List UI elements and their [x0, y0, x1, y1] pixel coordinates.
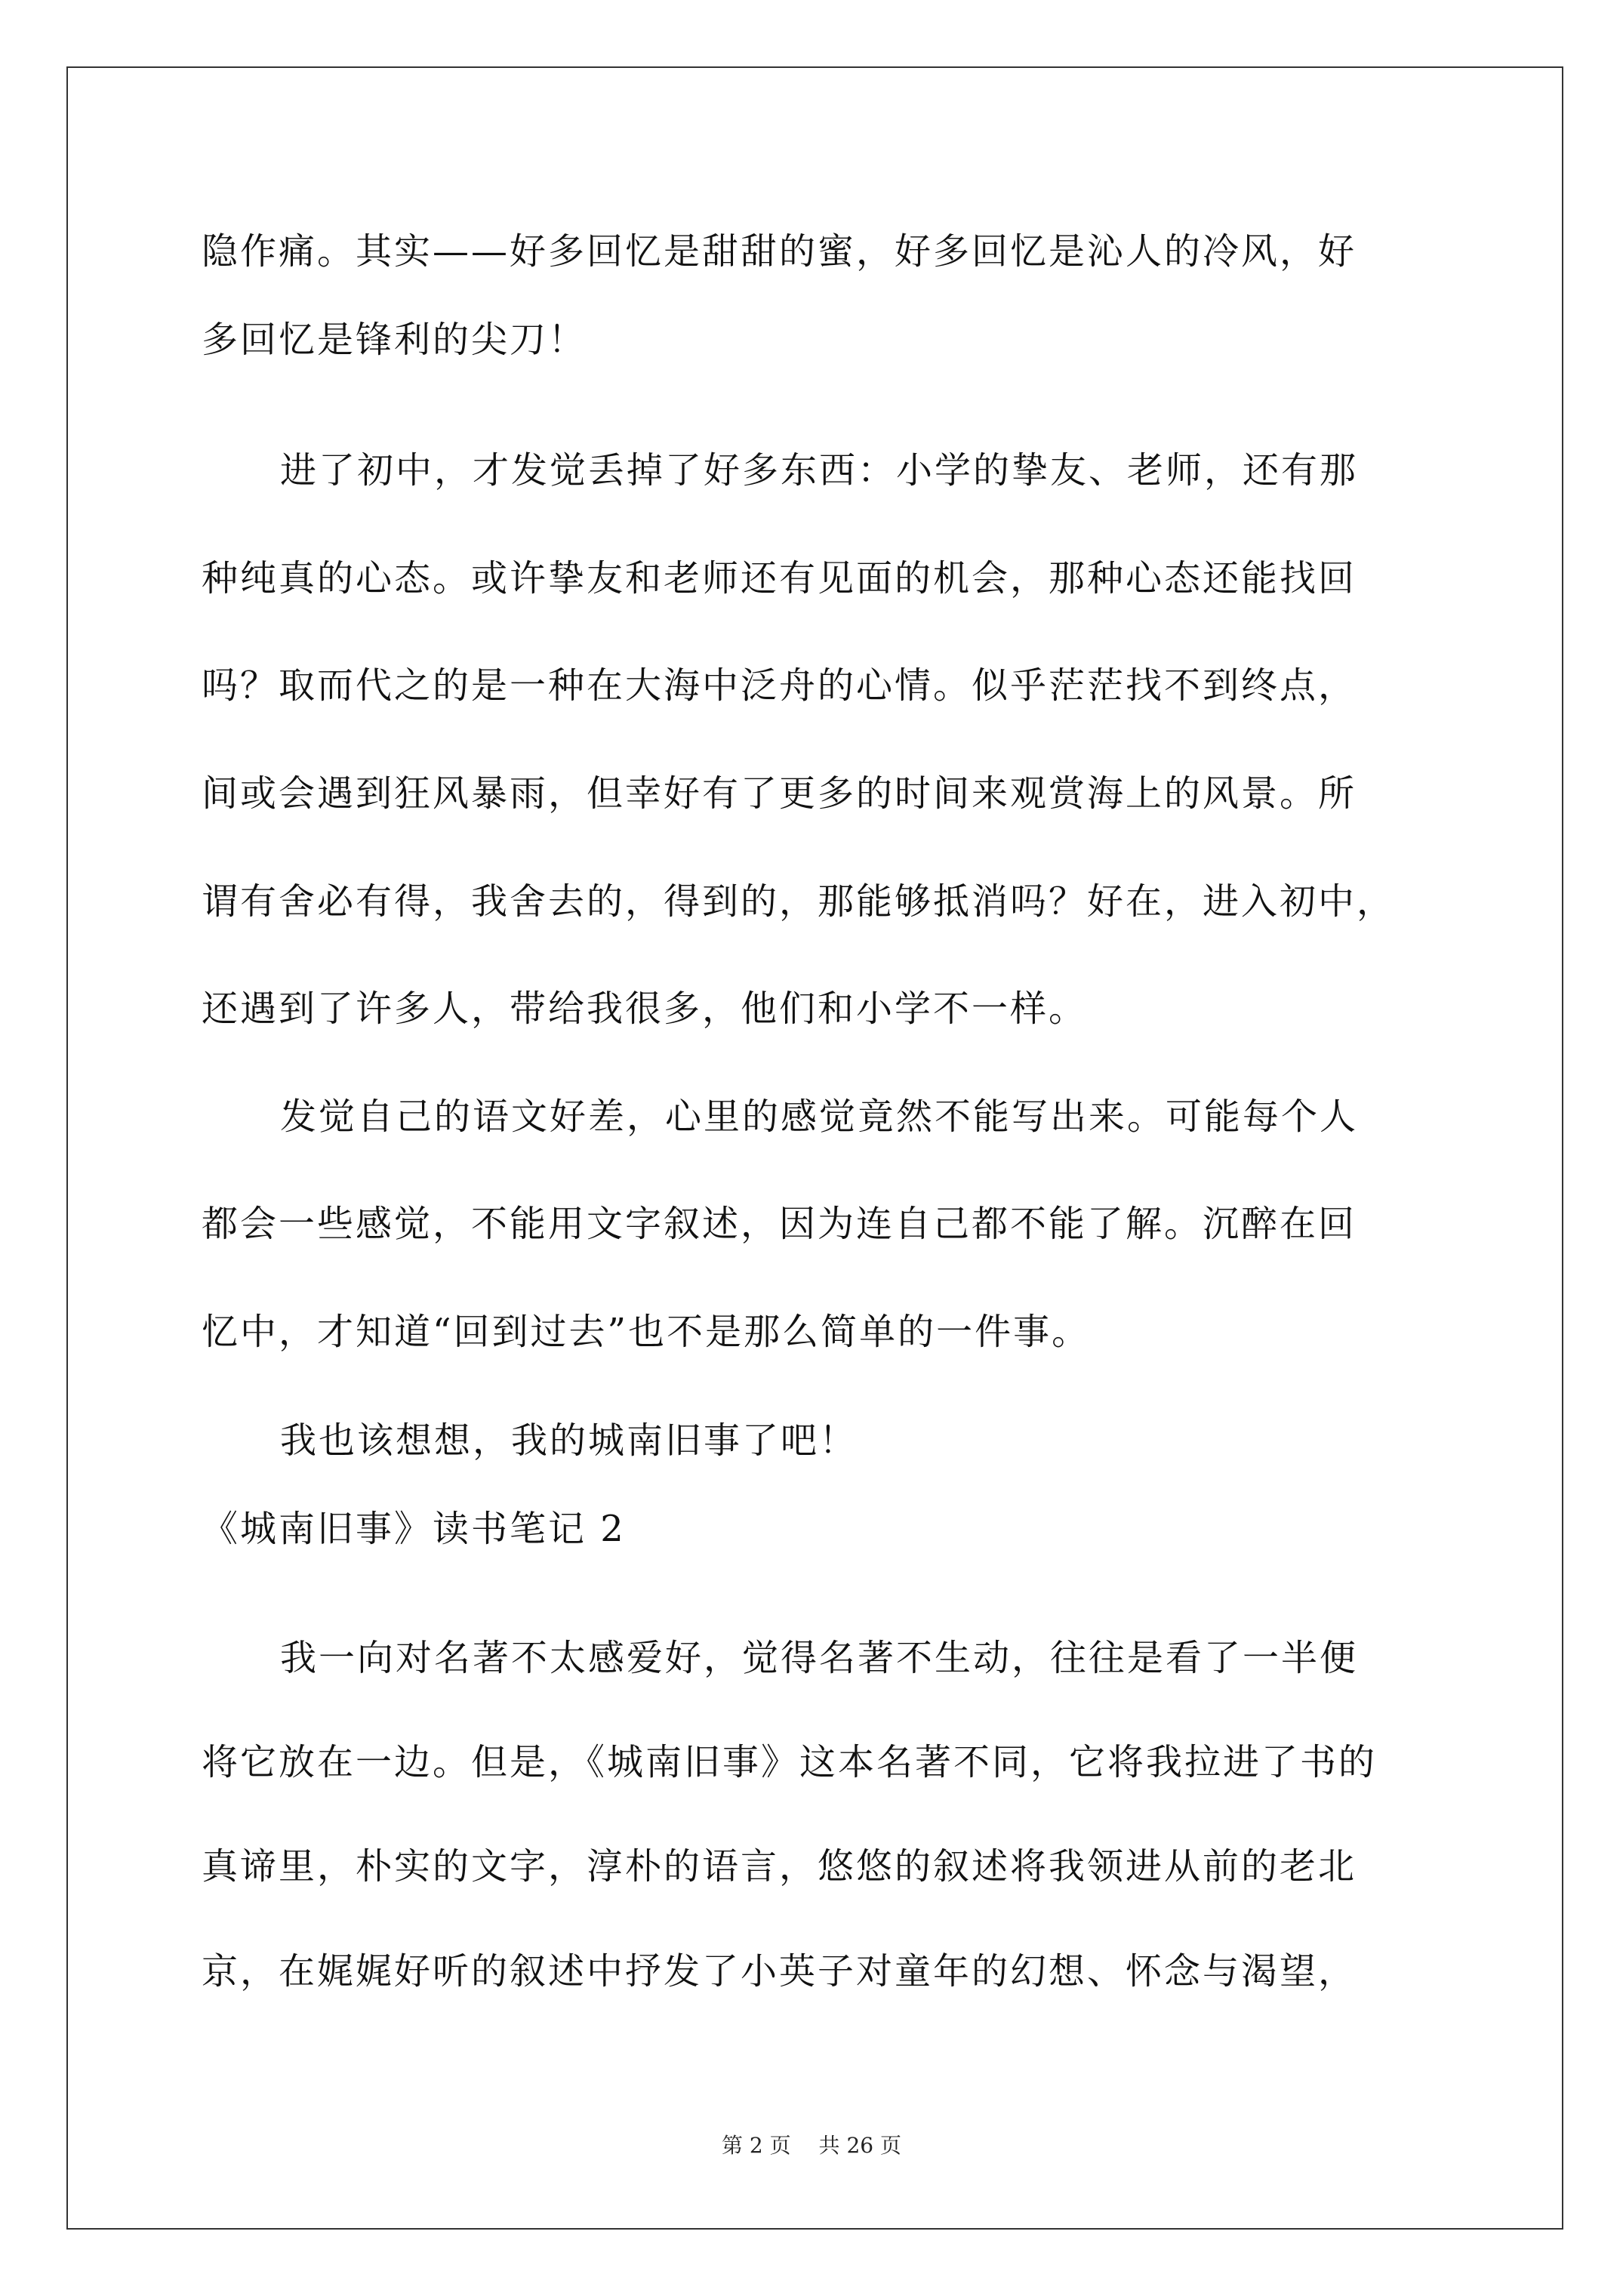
text-line: 还遇到了许多人，带给我很多，他们和小学不一样。: [202, 988, 1088, 1030]
text-line: 种纯真的心态。或许挚友和老师还有见面的机会，那种心态还能找回: [202, 557, 1357, 599]
text-line: 谓有舍必有得，我舍去的，得到的，那能够抵消吗？好在，进入初中，: [202, 880, 1396, 923]
text-line: 京，在娓娓好听的叙述中抒发了小英子对童年的幻想、怀念与渴望，: [202, 1950, 1357, 1992]
page-total: 共 26 页: [818, 2133, 901, 2158]
page-border: [66, 66, 1563, 2230]
text-line: 真谛里，朴实的文字，淳朴的语言，悠悠的叙述将我领进从前的老北: [202, 1845, 1357, 1888]
text-line: 都会一些感觉，不能用文字叙述，因为连自己都不能了解。沉醉在回: [202, 1203, 1357, 1245]
paragraph-start-line: 进了初中，才发觉丢掉了好多东西：小学的挚友、老师，还有那: [280, 449, 1359, 492]
text-line: 隐作痛。其实——好多回忆是甜甜的蜜，好多回忆是沁人的冷风，好: [202, 230, 1357, 273]
section-heading: 《城南旧事》读书笔记 2: [202, 1508, 626, 1550]
text-line: 将它放在一边。但是，《城南旧事》这本名著不同，它将我拉进了书的: [202, 1741, 1378, 1783]
text-line: 间或会遇到狂风暴雨，但幸好有了更多的时间来观赏海上的风景。所: [202, 772, 1357, 815]
text-line: 忆中，才知道“回到过去”也不是那么简单的一件事。: [202, 1311, 1091, 1353]
paragraph-start-line: 我一向对名著不太感爱好，觉得名著不生动，往往是看了一半便: [280, 1637, 1359, 1679]
paragraph-start-line: 发觉自己的语文好差，心里的感觉竟然不能写出来。可能每个人: [280, 1096, 1359, 1138]
text-line: 多回忆是锋利的尖刀！: [202, 319, 587, 361]
paragraph-start-line: 我也该想想，我的城南旧事了吧！: [280, 1419, 858, 1462]
text-line: 吗？取而代之的是一种在大海中泛舟的心情。似乎茫茫找不到终点，: [202, 664, 1357, 707]
page-footer: [0, 2132, 1623, 2159]
page-number: 第 2 页: [722, 2133, 791, 2158]
